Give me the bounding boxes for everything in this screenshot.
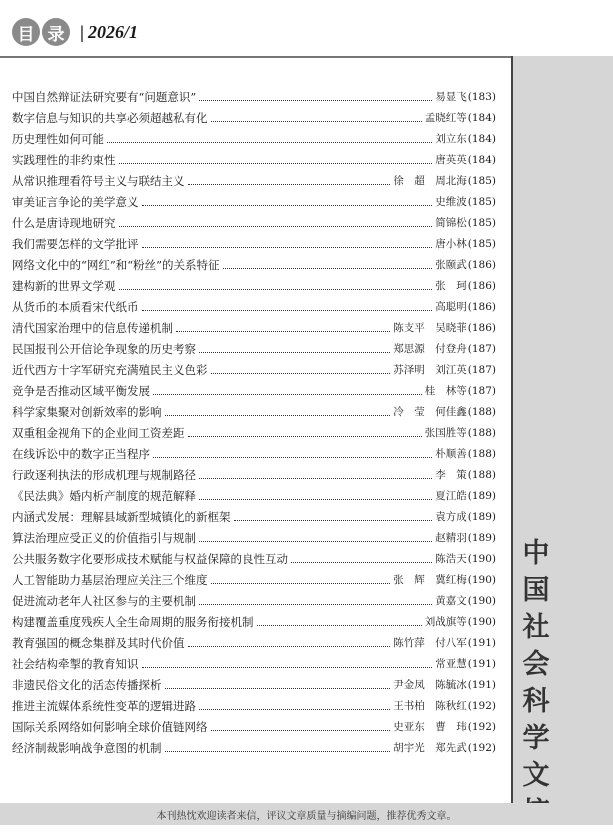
journal-title-vertical xyxy=(514,535,558,831)
toc-entry-page: (191) xyxy=(467,658,496,670)
toc-entry[interactable] xyxy=(12,252,496,273)
toc-entry[interactable] xyxy=(12,294,496,315)
toc-entry-page: (189) xyxy=(467,490,496,502)
toc-entry-page: (187) xyxy=(467,385,496,397)
toc-entry[interactable] xyxy=(12,273,496,294)
leader-dots xyxy=(199,709,390,710)
toc-entry-title: 什么是唐诗现地研究 xyxy=(12,216,116,230)
logo-char: 目 xyxy=(12,18,40,46)
leader-dots xyxy=(119,163,433,164)
toc-entry-authors: 张 辉 冀红梅 xyxy=(393,574,467,586)
toc-entry-page: (190) xyxy=(467,616,496,628)
toc-entry-title: 算法治理应受正义的价值指引与规制 xyxy=(12,531,196,545)
toc-list xyxy=(12,84,496,756)
toc-entry[interactable] xyxy=(12,336,496,357)
toc-entry-authors: 郑思源 付登舟 xyxy=(393,343,467,355)
toc-entry-page: (188) xyxy=(467,406,496,418)
toc-entry-page: (191) xyxy=(467,679,496,691)
toc-entry-authors: 冷 莹 何佳鑫 xyxy=(393,406,467,418)
toc-entry-title: 近代西方十字军研究充满殖民主义色彩 xyxy=(12,363,208,377)
toc-entry-page: (192) xyxy=(467,742,496,754)
toc-entry-page: (189) xyxy=(467,511,496,523)
toc-entry-page: (192) xyxy=(467,700,496,712)
toc-entry-page: (191) xyxy=(467,637,496,649)
toc-entry[interactable] xyxy=(12,483,496,504)
toc-entry-title: 数字信息与知识的共享必须超越私有化 xyxy=(12,111,208,125)
issue-number xyxy=(80,22,138,43)
toc-entry-authors: 陈竹萍 付八军 xyxy=(393,637,467,649)
toc-entry[interactable] xyxy=(12,420,496,441)
header-divider xyxy=(0,56,511,58)
toc-entry[interactable] xyxy=(12,525,496,546)
toc-entry[interactable] xyxy=(12,126,496,147)
toc-entry-page: (186) xyxy=(467,280,496,292)
leader-dots xyxy=(188,184,391,185)
leader-dots xyxy=(211,121,422,122)
toc-entry-authors: 易显飞 xyxy=(435,91,467,103)
toc-entry-authors: 黄嘉文 xyxy=(435,595,467,607)
toc-entry-title: 从常识推理看符号主义与联结主义 xyxy=(12,174,185,188)
leader-dots xyxy=(211,373,391,374)
leader-dots xyxy=(199,604,432,605)
toc-entry[interactable] xyxy=(12,315,496,336)
leader-dots xyxy=(234,520,433,521)
toc-entry-title: 中国自然辩证法研究要有“问题意识” xyxy=(12,90,197,104)
toc-entry[interactable] xyxy=(12,546,496,567)
toc-entry[interactable] xyxy=(12,399,496,420)
header-separator: | xyxy=(80,21,84,42)
leader-dots xyxy=(199,352,390,353)
toc-entry-title: 社会结构牵掣的教育知识 xyxy=(12,657,139,671)
leader-dots xyxy=(176,331,390,332)
toc-entry-page: (187) xyxy=(467,364,496,376)
leader-dots xyxy=(142,667,433,668)
toc-entry-authors: 桂 林等 xyxy=(424,385,467,397)
toc-entry-title: 网络文化中的“网红”和“粉丝”的关系特征 xyxy=(12,258,220,272)
toc-entry-page: (188) xyxy=(467,448,496,460)
toc-entry[interactable] xyxy=(12,105,496,126)
toc-entry-title: 非遗民俗文化的活态传播探析 xyxy=(12,678,162,692)
toc-entry-page: (187) xyxy=(467,343,496,355)
toc-entry-authors: 夏江皓 xyxy=(435,490,467,502)
leader-dots xyxy=(211,583,391,584)
toc-entry[interactable] xyxy=(12,672,496,693)
toc-entry-title: 促进流动老年人社区参与的主要机制 xyxy=(12,594,196,608)
toc-entry-authors: 张颐武 xyxy=(435,259,467,271)
toc-entry[interactable] xyxy=(12,378,496,399)
toc-entry[interactable] xyxy=(12,462,496,483)
leader-dots xyxy=(188,436,422,437)
journal-title-char: 文 xyxy=(522,760,550,791)
journal-title-char: 中 xyxy=(522,538,550,569)
toc-entry-title: 竞争是否推动区域平衡发展 xyxy=(12,384,150,398)
toc-entry-authors: 高聪明 xyxy=(435,301,467,313)
toc-entry-title: 在线诉讼中的数字正当程序 xyxy=(12,447,150,461)
toc-entry[interactable] xyxy=(12,357,496,378)
toc-entry-authors: 唐英英 xyxy=(435,154,467,166)
toc-entry-title: 构建覆盖重度残疾人全生命周期的服务衔接机制 xyxy=(12,615,254,629)
toc-entry-page: (185) xyxy=(467,238,496,250)
toc-entry-title: 清代国家治理中的信息传递机制 xyxy=(12,321,173,335)
toc-entry-title: 民国报刊公开信论争现象的历史考察 xyxy=(12,342,196,356)
toc-entry-authors: 陈支平 吴晓菲 xyxy=(393,322,467,334)
toc-entry[interactable] xyxy=(12,189,496,210)
toc-entry[interactable] xyxy=(12,210,496,231)
toc-entry-title: 建构新的世界文学观 xyxy=(12,279,116,293)
toc-entry-title: 内涵式发展：理解县域新型城镇化的新框架 xyxy=(12,510,231,524)
leader-dots xyxy=(119,226,433,227)
toc-entry-page: (183) xyxy=(467,91,496,103)
toc-entry-page: (188) xyxy=(467,427,496,439)
leader-dots xyxy=(211,730,391,731)
toc-entry-page: (190) xyxy=(467,574,496,586)
leader-dots xyxy=(199,541,432,542)
toc-entry[interactable] xyxy=(12,168,496,189)
leader-dots xyxy=(142,205,433,206)
leader-dots xyxy=(165,415,391,416)
toc-entry-authors: 朴顺善 xyxy=(435,448,467,460)
leader-dots xyxy=(119,289,433,290)
toc-entry-page: (185) xyxy=(467,196,496,208)
toc-entry-title: 推进主流媒体系统性变革的逻辑进路 xyxy=(12,699,196,713)
toc-entry-authors: 张国胜等 xyxy=(424,427,467,439)
toc-entry-title: 国际关系网络如何影响全球价值链网络 xyxy=(12,720,208,734)
toc-entry-authors: 刘战旗等 xyxy=(424,616,467,628)
toc-entry[interactable] xyxy=(12,693,496,714)
toc-entry[interactable] xyxy=(12,735,496,756)
toc-entry-title: 公共服务数字化要形成技术赋能与权益保障的良性互动 xyxy=(12,552,288,566)
toc-entry[interactable] xyxy=(12,609,496,630)
toc-entry-authors: 李 策 xyxy=(435,469,467,481)
leader-dots xyxy=(257,625,422,626)
toc-entry-page: (189) xyxy=(467,532,496,544)
toc-entry-page: (186) xyxy=(467,259,496,271)
journal-title-char: 科 xyxy=(522,686,550,717)
toc-entry-title: 教育强国的概念集群及其时代价值 xyxy=(12,636,185,650)
toc-entry[interactable] xyxy=(12,504,496,525)
leader-dots xyxy=(153,457,432,458)
leader-dots xyxy=(153,394,422,395)
toc-entry-authors: 刘立东 xyxy=(435,133,467,145)
toc-entry-page: (184) xyxy=(467,112,496,124)
leader-dots xyxy=(142,310,433,311)
toc-entry-page: (188) xyxy=(467,469,496,481)
toc-entry-page: (192) xyxy=(467,721,496,733)
journal-title-char: 会 xyxy=(522,649,550,680)
toc-entry-title: 历史理性如何可能 xyxy=(12,132,104,146)
toc-entry-page: (185) xyxy=(467,175,496,187)
toc-entry-authors: 赵精羽 xyxy=(435,532,467,544)
toc-entry-page: (186) xyxy=(467,301,496,313)
toc-entry-page: (184) xyxy=(467,133,496,145)
toc-entry-title: 《民法典》婚内析产制度的规范解释 xyxy=(12,489,196,503)
toc-entry-page: (190) xyxy=(467,553,496,565)
toc-entry-title: 人工智能助力基层治理应关注三个维度 xyxy=(12,573,208,587)
issue-label: 2026/1 xyxy=(87,21,138,42)
toc-entry-title: 科学家集聚对创新效率的影响 xyxy=(12,405,162,419)
toc-entry-page: (184) xyxy=(467,154,496,166)
leader-dots xyxy=(165,751,391,752)
toc-entry-page: (190) xyxy=(467,595,496,607)
leader-dots xyxy=(142,247,433,248)
toc-entry-authors: 张 珂 xyxy=(435,280,467,292)
toc-entry-authors: 苏泽明 刘江英 xyxy=(393,364,467,376)
toc-entry[interactable] xyxy=(12,84,496,105)
toc-entry[interactable] xyxy=(12,147,496,168)
toc-entry-authors: 孟晓红等 xyxy=(424,112,467,124)
toc-entry-authors: 陈浩天 xyxy=(435,553,467,565)
toc-entry-authors: 史维波 xyxy=(435,196,467,208)
journal-title-char: 国 xyxy=(522,575,550,606)
leader-dots xyxy=(199,478,432,479)
toc-entry[interactable] xyxy=(12,231,496,252)
leader-dots xyxy=(223,268,433,269)
toc-entry-authors: 徐 超 周北海 xyxy=(393,175,467,187)
toc-entry-title: 行政逐利执法的形成机理与规制路径 xyxy=(12,468,196,482)
toc-entry[interactable] xyxy=(12,630,496,651)
toc-entry-authors: 尹金凤 陈毓冰 xyxy=(393,679,467,691)
leader-dots xyxy=(165,688,391,689)
leader-dots xyxy=(107,142,432,143)
toc-entry-title: 实践理性的非约束性 xyxy=(12,153,116,167)
toc-entry[interactable] xyxy=(12,714,496,735)
toc-entry-title: 审美证言争论的美学意义 xyxy=(12,195,139,209)
toc-entry-title: 我们需要怎样的文学批评 xyxy=(12,237,139,251)
logo-char: 录 xyxy=(42,18,70,46)
toc-entry-authors: 袁方成 xyxy=(435,511,467,523)
leader-dots xyxy=(291,562,432,563)
toc-entry-title: 从货币的本质看宋代纸币 xyxy=(12,300,139,314)
toc-entry-title: 双重租金视角下的企业间工资差距 xyxy=(12,426,185,440)
toc-entry-authors: 史亚东 曹 玮 xyxy=(393,721,467,733)
footer-note: 本刊热忱欢迎读者来信，评议文章质量与摘编问题，推荐优秀文章。 xyxy=(0,803,613,825)
leader-dots xyxy=(199,100,432,101)
toc-entry[interactable] xyxy=(12,588,496,609)
leader-dots xyxy=(188,646,391,647)
toc-entry-page: (185) xyxy=(467,217,496,229)
journal-title-char: 学 xyxy=(522,723,550,754)
toc-entry-authors: 胡宇光 郑先武 xyxy=(393,742,467,754)
toc-entry[interactable] xyxy=(12,441,496,462)
header xyxy=(12,14,138,50)
journal-title-char: 社 xyxy=(522,612,550,643)
toc-entry-authors: 王书柏 陈秋红 xyxy=(393,700,467,712)
leader-dots xyxy=(199,499,432,500)
toc-entry-authors: 简锦松 xyxy=(435,217,467,229)
toc-entry[interactable] xyxy=(12,567,496,588)
toc-logo xyxy=(12,18,72,46)
toc-entry-title: 经济制裁影响战争意图的机制 xyxy=(12,741,162,755)
toc-entry-page: (186) xyxy=(467,322,496,334)
toc-entry-authors: 常亚慧 xyxy=(435,658,467,670)
toc-entry-authors: 唐小林 xyxy=(435,238,467,250)
toc-entry[interactable] xyxy=(12,651,496,672)
